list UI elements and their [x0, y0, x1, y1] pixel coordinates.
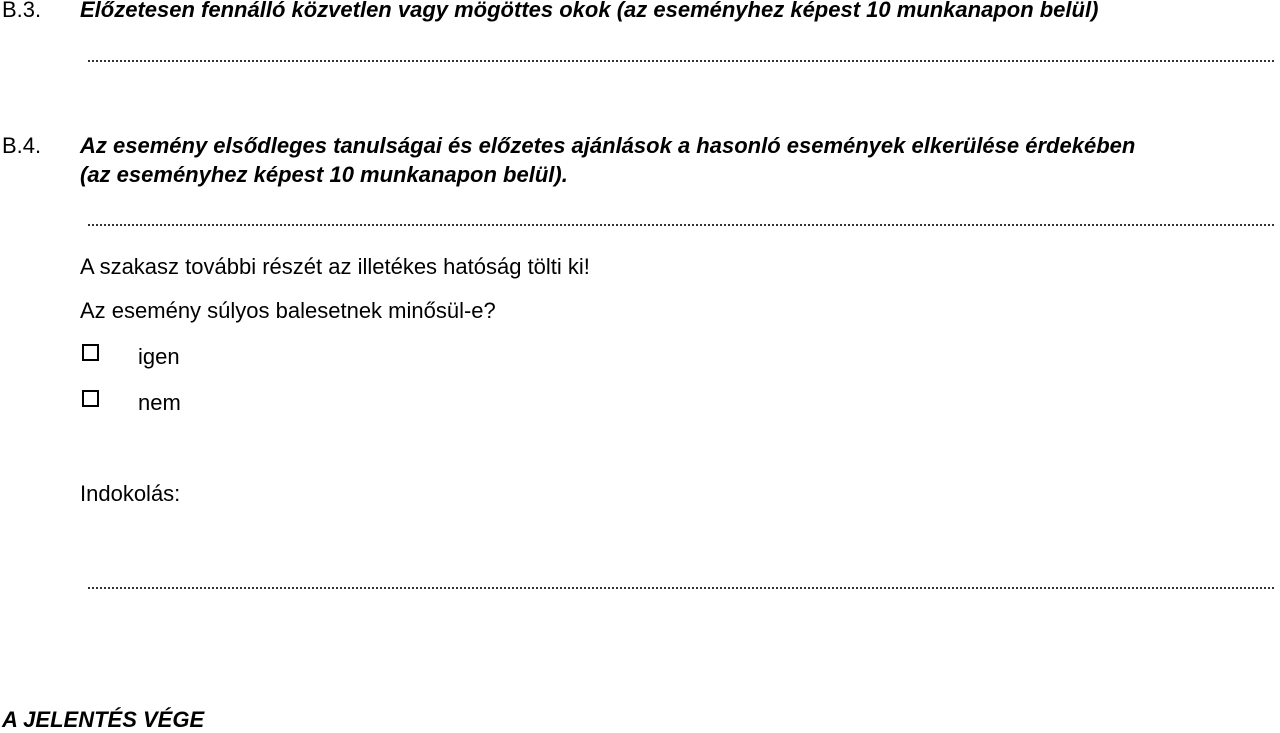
justification-label: Indokolás:	[80, 481, 181, 506]
section-b4-title-line2: (az eseményhez képest 10 munkanapon belül).	[80, 162, 568, 187]
option-label-igen: igen	[138, 344, 180, 369]
section-b4-title-line1: Az esemény elsődleges tanulságai és előzetes ajánlások a hasonló események elkerülése érdekében	[80, 133, 1136, 158]
serious-accident-question: Az esemény súlyos balesetnek minősül-e?	[80, 298, 496, 323]
justification-fill-line[interactable]	[88, 587, 1274, 589]
section-b3-number: B.3.	[2, 0, 42, 22]
section-b4-fill-line[interactable]	[88, 224, 1274, 226]
checkbox-nem[interactable]	[82, 390, 99, 407]
section-b3-fill-line[interactable]	[88, 60, 1274, 62]
report-end-title: A JELENTÉS VÉGE	[2, 707, 205, 732]
option-label-nem: nem	[138, 390, 181, 415]
section-b3-title: Előzetesen fennálló közvetlen vagy mögöttes okok (az eseményhez képest 10 munkanapon belül)	[80, 0, 1099, 22]
authority-note: A szakasz további részét az illetékes hatóság tölti ki!	[80, 254, 590, 279]
checkbox-igen[interactable]	[82, 344, 99, 361]
section-b4-number: B.4.	[2, 133, 42, 158]
